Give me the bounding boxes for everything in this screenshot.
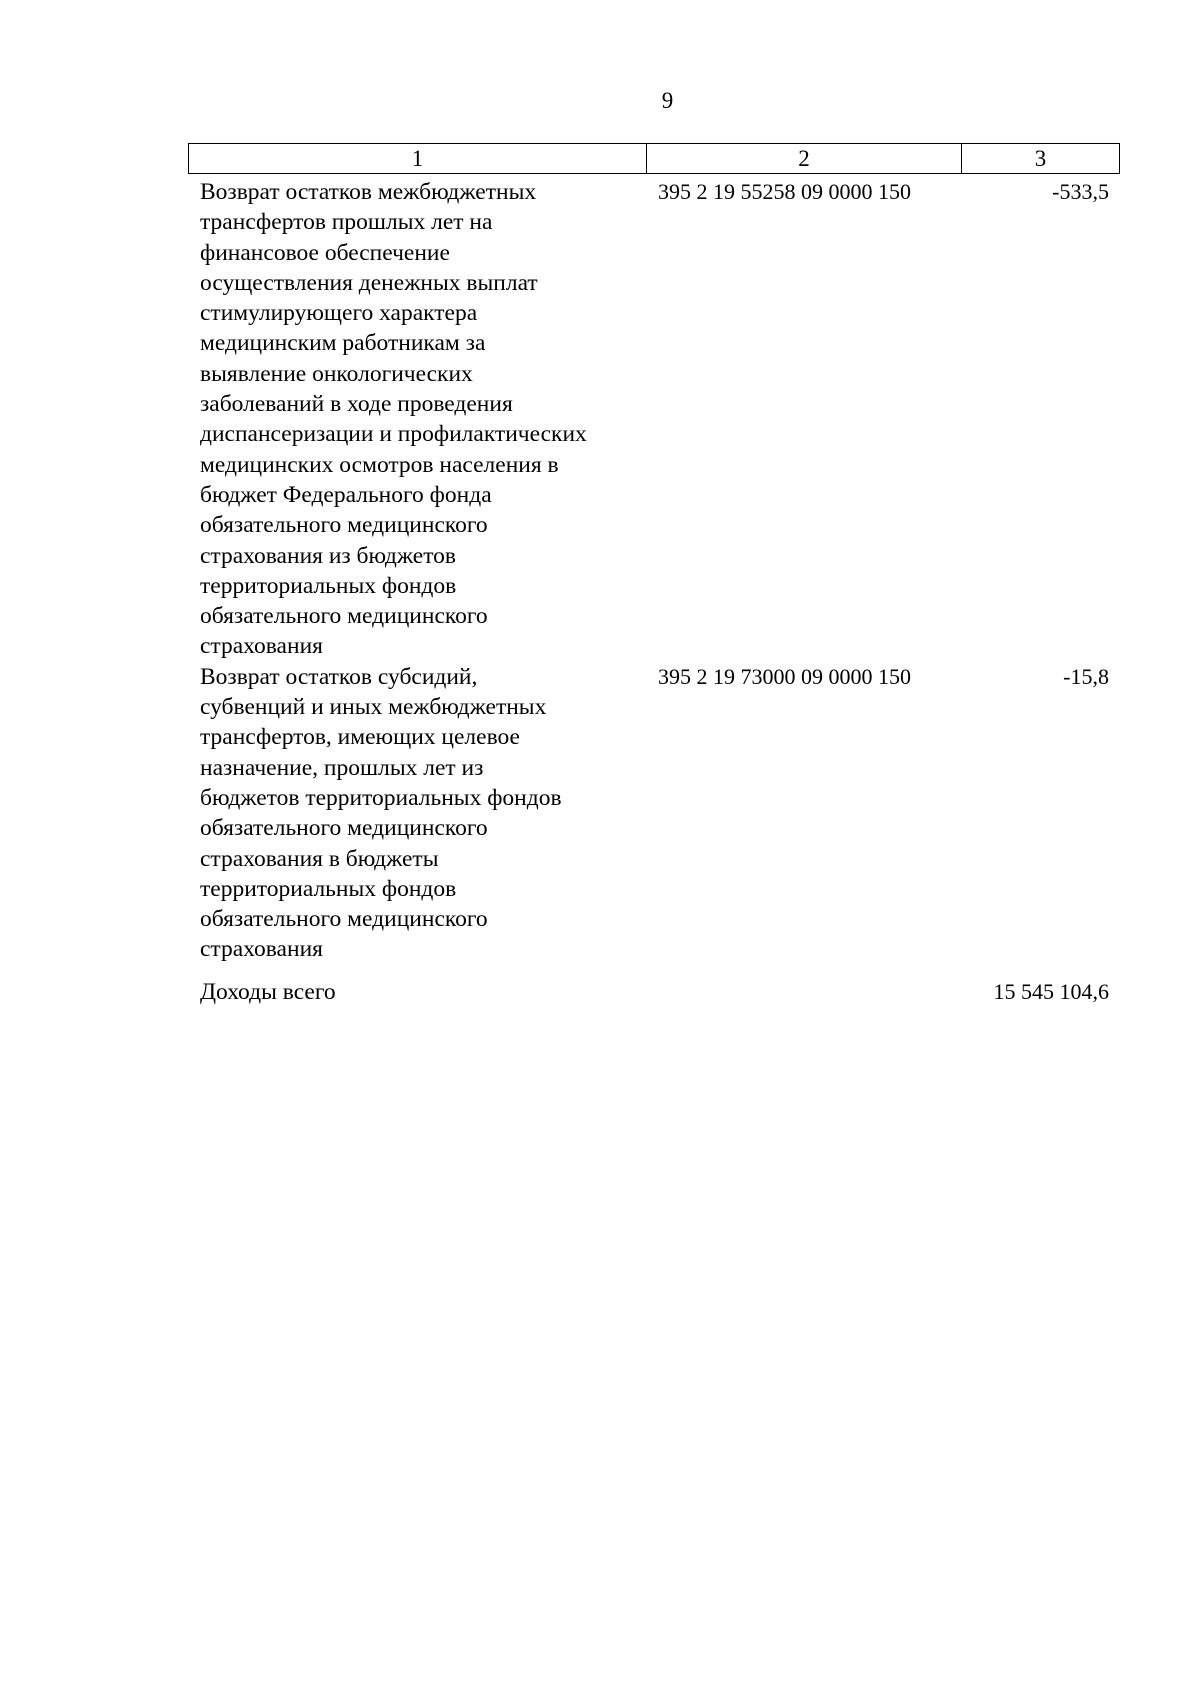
description-line: страхования	[200, 936, 323, 963]
description-line: заболеваний в ходе проведения	[200, 391, 513, 418]
description-line: страхования	[200, 633, 323, 660]
description-line: страхования в бюджеты	[200, 845, 439, 872]
description-line: диспансеризации и профилактических	[200, 421, 587, 448]
description-line: бюджетов территориальных фондов	[200, 784, 562, 811]
description-line: медицинским работникам за	[200, 330, 486, 357]
description-line: трансфертов прошлых лет на	[200, 209, 493, 236]
description-line: территориальных фондов	[200, 875, 457, 902]
description-line: осуществления денежных выплат	[200, 269, 538, 296]
column-header-3: 3	[1034, 146, 1047, 171]
description-line: страхования из бюджетов	[200, 542, 456, 569]
page-number: 9	[661, 88, 674, 113]
description-line: выявление онкологических	[200, 360, 473, 387]
description-line: Возврат остатков межбюджетных	[200, 179, 537, 205]
description-line: территориальных фондов	[200, 572, 457, 599]
description-line: стимулирующего характера	[200, 300, 478, 327]
description-line: медицинских осмотров населения в	[200, 451, 559, 478]
column-header-1: 1	[189, 144, 647, 173]
column-header-2: 2	[647, 144, 962, 173]
amount-value: -15,8	[1063, 663, 1109, 689]
row-description	[188, 662, 646, 965]
description-line: Возврат остатков субсидий,	[200, 663, 478, 690]
total-label: Доходы всего	[200, 978, 336, 1005]
description-line: финансовое обеспечение	[200, 239, 450, 266]
description-line: назначение, прошлых лет из	[200, 754, 484, 781]
description-line: обязательного медицинского	[200, 512, 488, 539]
description-line: трансфертов, имеющих целевое	[200, 724, 520, 751]
description-line: субвенций и иных межбюджетных	[200, 694, 547, 721]
total-code	[646, 977, 961, 1007]
description-line: обязательного медицинского	[200, 815, 488, 842]
description-line: обязательного медицинского	[200, 906, 488, 933]
description-line: обязательного медицинского	[200, 603, 488, 630]
table-row	[188, 177, 1120, 662]
row-description	[188, 177, 646, 662]
budget-classification-code: 395 2 19 55258 09 0000 150	[658, 179, 911, 204]
total-value: 15 545 104,6	[993, 978, 1109, 1004]
total-row	[188, 977, 1120, 1007]
table-header-row	[188, 143, 1120, 174]
table-body	[188, 177, 1120, 1007]
budget-classification-code: 395 2 19 73000 09 0000 150	[658, 663, 911, 689]
table-row	[188, 662, 1120, 965]
description-line: бюджет Федерального фонда	[200, 481, 492, 508]
amount-value: -533,5	[1052, 179, 1109, 204]
